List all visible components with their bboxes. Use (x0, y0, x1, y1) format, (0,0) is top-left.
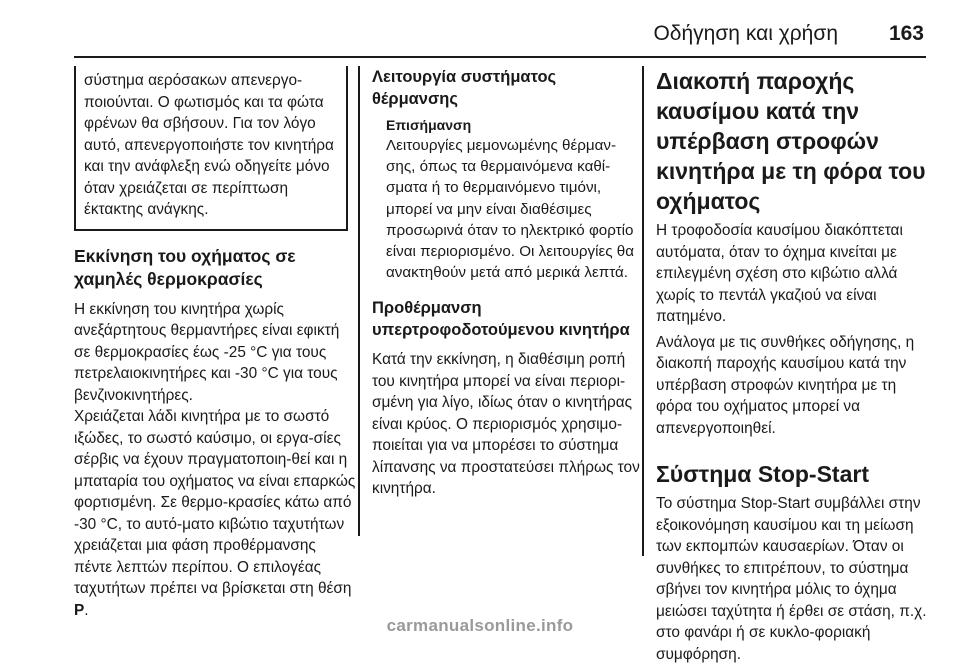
cold-start-paragraph-2-text: Χρειάζεται λάδι κινητήρα με το σωστό ιξώδες, το σωστό καύσιμο, οι εργα-σίες σέρβις να έχουν πραγματοποιη-θεί και η μπαταρία του οχήματος να είναι επαρκώς φορτισμένη. Σε θερμο-κρασίες κάτω από -30 °C, το αυτό-ματο κιβώτιο ταχυτήτων χρειάζεται μια φάση προθέρμανσης πέντε λεπτών περίπου. Ο επιλογέας ταχυτήτων πρέπει να βρίσκεται στη θέση (74, 408, 356, 597)
cold-start-heading: Εκκίνηση του οχήματος σε χαμηλές θερμοκρασίες (74, 245, 296, 289)
warning-box-continued (74, 66, 348, 231)
watermark: carmanualsonline.info (386, 616, 574, 635)
stop-start-heading: Σύστημα Stop-Start (656, 461, 869, 487)
note-title: Επισήμανση (386, 117, 472, 133)
column-2 (358, 66, 644, 536)
paragraph-period: . (84, 601, 89, 619)
cold-start-paragraph-2 (74, 406, 358, 621)
page-header (74, 22, 926, 62)
warning-text: σύστημα αερόσακων απενεργο-ποιούνται. Ο φωτισμός και τα φώτα φρένων θα σβήσουν. Για τον λόγο αυτό, απενεργοποιήστε τον κινητήρα και την ανάφλεξη ενώ οδηγείτε μόνο όταν χρειάζεται σε περίπτωση έκτακτης ανάγκης. (84, 72, 334, 218)
note-block (372, 116, 644, 283)
gear-position-p: P (74, 601, 85, 619)
turbo-preheat-heading: Προθέρμανση υπερτροφοδοτούμενου κινητήρα (372, 299, 630, 340)
fuel-cutoff-heading: Διακοπή παροχής καυσίμου κατά την υπέρβαση στροφών κινητήρα με τη φόρα του οχήματος (656, 68, 926, 214)
stop-start-paragraph: Το σύστημα Stop-Start συμβάλλει στην εξοικονόμηση καυσίμου και τη μείωση των εκπομπών καυσαερίων. Όταν οι συνθήκες το επιτρέπουν, το σύστημα σβήνει τον κινητήρα μόλις το όχημα μειώσει ταχύτητα ή έρθει σε στάση, π.χ. στο φανάρι ή σε κυκλο-φοριακή συμφόρηση. (656, 495, 927, 663)
page-number: 163 (888, 22, 924, 45)
fuel-cutoff-paragraph-1: Η τροφοδοσία καυσίμου διακόπτεται αυτόματα, όταν το όχημα κινείται με επιλεγμένη σχέση στο κιβώτιο αλλά χωρίς το πεντάλ γκαζιού να είναι πατημένο. (656, 222, 903, 325)
fuel-cutoff-paragraph-2: Ανάλογα με τις συνθήκες οδήγησης, η διακοπή παροχής καυσίμου κατά την υπέρβαση στροφών κινητήρα με τη φόρα του οχήματος μπορεί να απενεργοποιηθεί. (656, 333, 915, 437)
cold-start-paragraph-1: Η εκκίνηση του κινητήρα χωρίς ανεξάρτητους θερμαντήρες είναι εφικτή σε θερμοκρασίες έως -25 °C για τους πετρελαιοκινητήρες και -30 °C για τους βενζινοκινητήρες. (74, 300, 340, 404)
note-text: Λειτουργίες μεμονωμένης θέρμαν-σης, όπως τα θερμαινόμενα καθί-σματα ή το θερμαινόμενο τιμόνι, μπορεί να μην είναι διαθέσιμες προσωρινά όταν το ηλεκτρικό φορτίο είναι περιορισμένο. Οι λειτουργίες θα ανακτηθούν μετά από μερικά λεπτά. (386, 137, 635, 282)
column-1 (74, 66, 358, 621)
header-rule (74, 56, 926, 58)
section-title: Οδήγηση και χρήση (653, 22, 838, 45)
column-3 (642, 66, 928, 663)
turbo-preheat-paragraph: Κατά την εκκίνηση, η διαθέσιμη ροπή του κινητήρα μπορεί να είναι περιορι-σμένη για λίγο, ιδίως όταν ο κινητήρας είναι κρύος. Ο περιορισμός χρησιμο-ποιείται για να μπορέσει το σύστημα λίπανσης να προστατεύσει πλήρως τον κινητήρα. (372, 351, 640, 498)
heating-system-heading: Λειτουργία συστήματος θέρμανσης (372, 68, 557, 108)
